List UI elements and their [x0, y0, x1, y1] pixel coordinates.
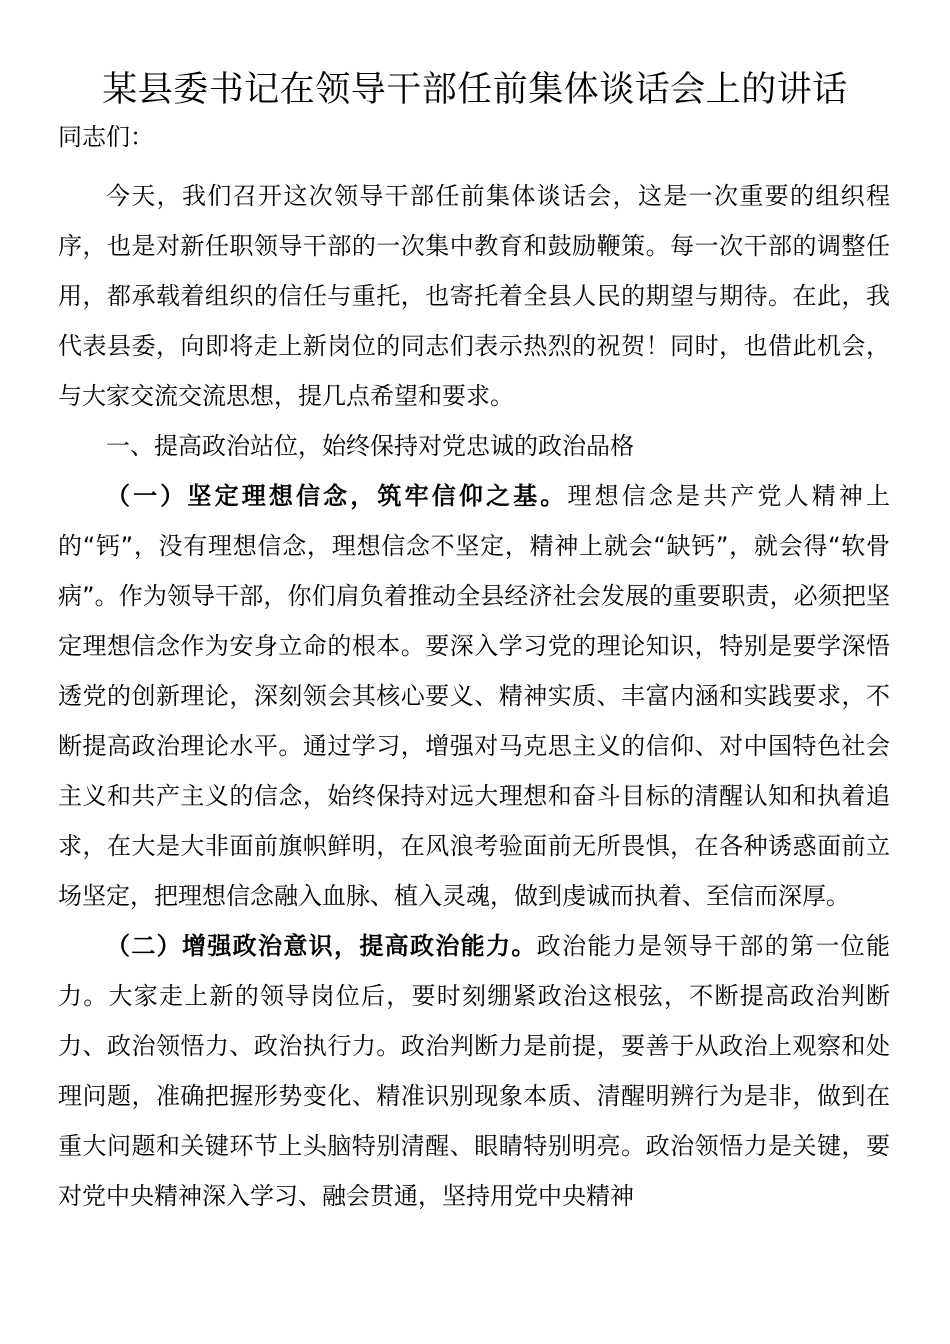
sub-section-1 — [58, 471, 890, 921]
sub-section-1-lead: （一）坚定理想信念，筑牢信仰之基。 — [106, 482, 568, 510]
document-body — [58, 112, 890, 1221]
section-heading: 一、提高政治站位，始终保持对党忠诚的政治品格 — [106, 432, 634, 460]
sub-section-1-text: 理想信念是共产党人精神上的“钙”，没有理想信念，理想信念不坚定，精神上就会“缺钙”，就会得“软骨病”。作为领导干部，你们肩负着推动全县经济社会发展的重要职责，必须把坚定理想信念作为安身立命的根本。要深入学习党的理论知识，特别是要学深悟透党的创新理论，深刻领会其核心要义、精神实质、丰富内涵和实践要求，不断提高政治理论水平。通过学习，增强对马克思主义的信仰、对中国特色社会主义和共产主义的信念，始终保持对远大理想和奋斗目标的清醒认知和执着追求，在大是大非面前旗帜鲜明，在风浪考验面前无所畏惧，在各种诱惑面前立场坚定，把理想信念融入血脉、植入灵魂，做到虔诚而执着、至信而深厚。 — [58, 482, 891, 910]
sub-section-2 — [58, 921, 890, 1221]
document-title: 某县委书记在领导干部任前集体谈话会上的讲话 — [102, 70, 848, 110]
greeting: 同志们： — [58, 123, 154, 151]
intro-paragraph: 今天，我们召开这次领导干部任前集体谈话会，这是一次重要的组织程序，也是对新任职领导干部的一次集中教育和鼓励鞭策。每一次干部的调整任用，都承载着组织的信任与重托，也寄托着全县人民的期望与期待。在此，我代表县委，向即将走上新岗位的同志们表示热烈的祝贺！同时，也借此机会，与大家交流交流思想，提几点希望和要求。 — [58, 182, 890, 410]
sub-section-2-lead: （二）增强政治意识，提高政治能力。 — [106, 932, 537, 960]
sub-section-2-text: 政治能力是领导干部的第一位能力。大家走上新的领导岗位后，要时刻绷紧政治这根弦，不断提高政治判断力、政治领悟力、政治执行力。政治判断力是前提，要善于从政治上观察和处理问题，准确把握形势变化、精准识别现象本质、清醒明辨行为是非，做到在重大问题和关键环节上头脑特别清醒、眼睛特别明亮。政治领悟力是关键，要对党中央精神深入学习、融会贯通，坚持用党中央精神 — [58, 932, 891, 1210]
